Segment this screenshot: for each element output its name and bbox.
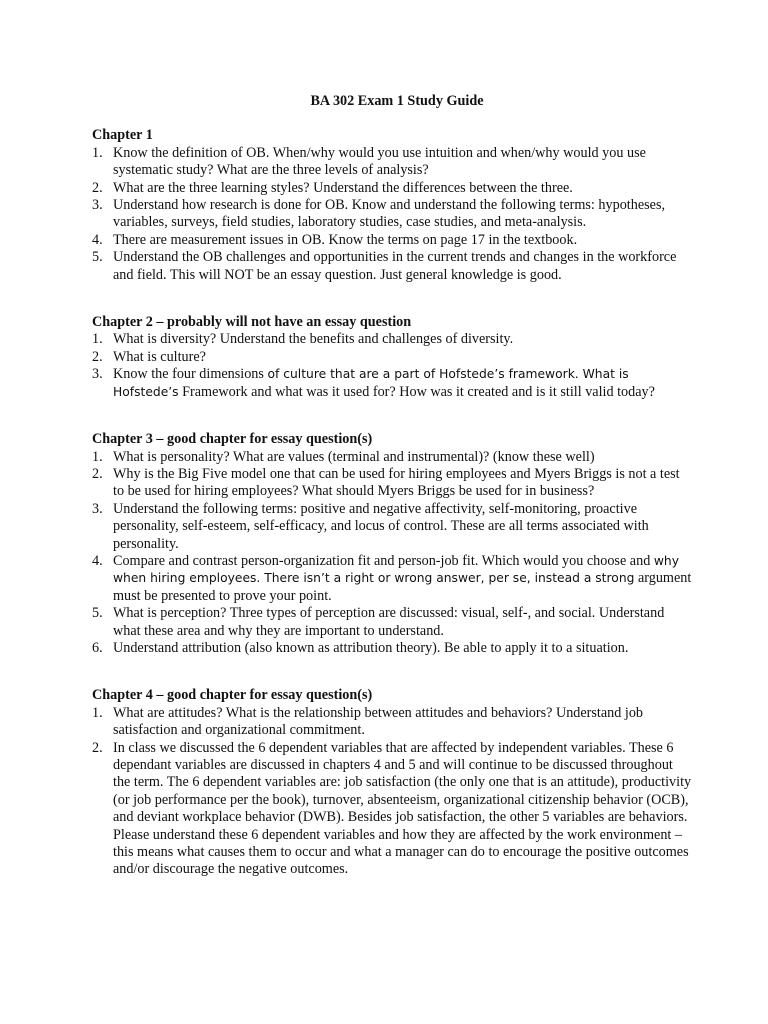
item-text-part: why when hiring employees. There isn’t a right or wrong answer, per se, instead a strong — [113, 553, 679, 586]
item-text-part: Know the four dimensions — [113, 366, 268, 383]
list-item — [92, 605, 692, 640]
chapter-1-section — [92, 127, 692, 284]
list-item — [92, 449, 692, 466]
item-text: In class we discussed the 6 dependent variables that are affected by independent variables. These 6 dependant variables are discussed in chapters 4 and 5 and will continue to be discussed throughout the term. The 6 dependent variables are: job satisfaction (the only one that is an attitude), productivity (or job performance per the book), turnover, absenteeism, organizational citizenship behavior (OCB), and deviant workplace behavior (DWB). Besides job satisfaction, the other 5 variables are behaviors. Please understand these 6 dependent variables and how they are affected by the work environment – this means what causes them to occur and what a manager can do to encourage the positive outcomes and/or discourage the negative outcomes. — [113, 739, 692, 878]
list-item — [92, 232, 692, 249]
item-number: 5. — [92, 249, 103, 266]
item-number: 2. — [92, 739, 103, 756]
list-item — [92, 553, 692, 605]
item-number: 4. — [92, 231, 103, 248]
item-number: 3. — [92, 366, 103, 383]
item-text: Understand the following terms: positive and negative affectivity, self-monitoring, proactive personality, self-esteem, self-efficacy, and locus of control. These are all terms associated with personality. — [113, 500, 649, 552]
chapter-3-list — [92, 449, 692, 658]
list-item — [92, 249, 692, 284]
chapter-3-section — [92, 431, 692, 657]
list-item — [92, 197, 692, 232]
list-item — [92, 740, 692, 879]
list-item — [92, 640, 692, 657]
item-text-part: of culture that are a part of Hofstede’s framework. What is Hofstede’s — [113, 367, 629, 399]
item-text: What is personality? What are values (terminal and instrumental)? (know these well) — [113, 448, 595, 465]
document-title: BA 302 Exam 1 Study Guide — [310, 93, 484, 109]
item-number: 3. — [92, 500, 103, 517]
list-item — [92, 366, 692, 401]
chapter-heading: Chapter 4 – good chapter for essay question(s) — [92, 687, 373, 704]
item-text-part: Framework and what was it used for? How was it created and is it still valid today? — [178, 383, 655, 400]
chapter-2-list — [92, 331, 692, 401]
chapter-heading: Chapter 2 – probably will not have an essay question — [92, 314, 412, 331]
item-text: Understand the OB challenges and opportunities in the current trends and changes in the workforce and field. This will NOT be an essay question. Just general knowledge is good. — [113, 249, 677, 283]
list-item — [92, 349, 692, 366]
item-text: What are the three learning styles? Understand the differences between the three. — [113, 179, 573, 196]
item-number: 1. — [92, 144, 103, 161]
item-text: Know the definition of OB. When/why would you use intuition and when/why would you use systematic study? What are the three levels of analysis? — [113, 144, 646, 179]
chapter-4-list — [92, 705, 692, 879]
chapter-1-list — [92, 145, 692, 284]
list-item — [92, 145, 692, 180]
item-number: 2. — [92, 465, 103, 482]
list-item — [92, 466, 692, 501]
item-text: What are attitudes? What is the relationship between attitudes and behaviors? Understand job satisfaction and organizational commitment. — [113, 704, 644, 739]
item-number: 1. — [92, 704, 103, 721]
item-text: What is perception? Three types of perception are discussed: visual, self-, and social. Understand what these area and why they are important to understand. — [113, 605, 665, 639]
chapter-heading: Chapter 3 – good chapter for essay question(s) — [92, 431, 373, 448]
item-text: What is diversity? Understand the benefits and challenges of diversity. — [113, 331, 514, 348]
study-guide-page — [92, 93, 692, 879]
item-text: Understand attribution (also known as attribution theory). Be able to apply it to a situation. — [113, 639, 629, 656]
item-number: 3. — [92, 197, 103, 214]
list-item — [92, 501, 692, 553]
item-text-part: argument must be presented to prove your point. — [113, 570, 692, 604]
chapter-heading: Chapter 1 — [92, 127, 153, 144]
list-item — [92, 705, 692, 740]
item-text: Understand how research is done for OB. Know and understand the following terms: hypotheses, variables, surveys, field studies, laboratory studies, case studies, and meta-analysis. — [113, 197, 666, 231]
item-number: 1. — [92, 331, 103, 348]
item-number: 2. — [92, 348, 103, 365]
item-number: 5. — [92, 605, 103, 622]
item-number: 6. — [92, 639, 103, 656]
list-item — [92, 331, 692, 348]
item-text: Why is the Big Five model one that can be used for hiring employees and Myers Briggs is not a test to be used for hiring employees? What should Myers Briggs be used for in business? — [113, 465, 680, 500]
item-text: There are measurement issues in OB. Know the terms on page 17 in the textbook. — [113, 231, 578, 248]
list-item — [92, 180, 692, 197]
item-text: What is culture? — [113, 348, 206, 365]
item-number: 2. — [92, 179, 103, 196]
item-number: 1. — [92, 448, 103, 465]
chapter-2-section — [92, 314, 692, 401]
item-number: 4. — [92, 552, 103, 569]
item-text-part: Compare and contrast person-organization fit and person-job fit. Which would you choose and — [113, 552, 654, 569]
chapter-4-section — [92, 687, 692, 878]
